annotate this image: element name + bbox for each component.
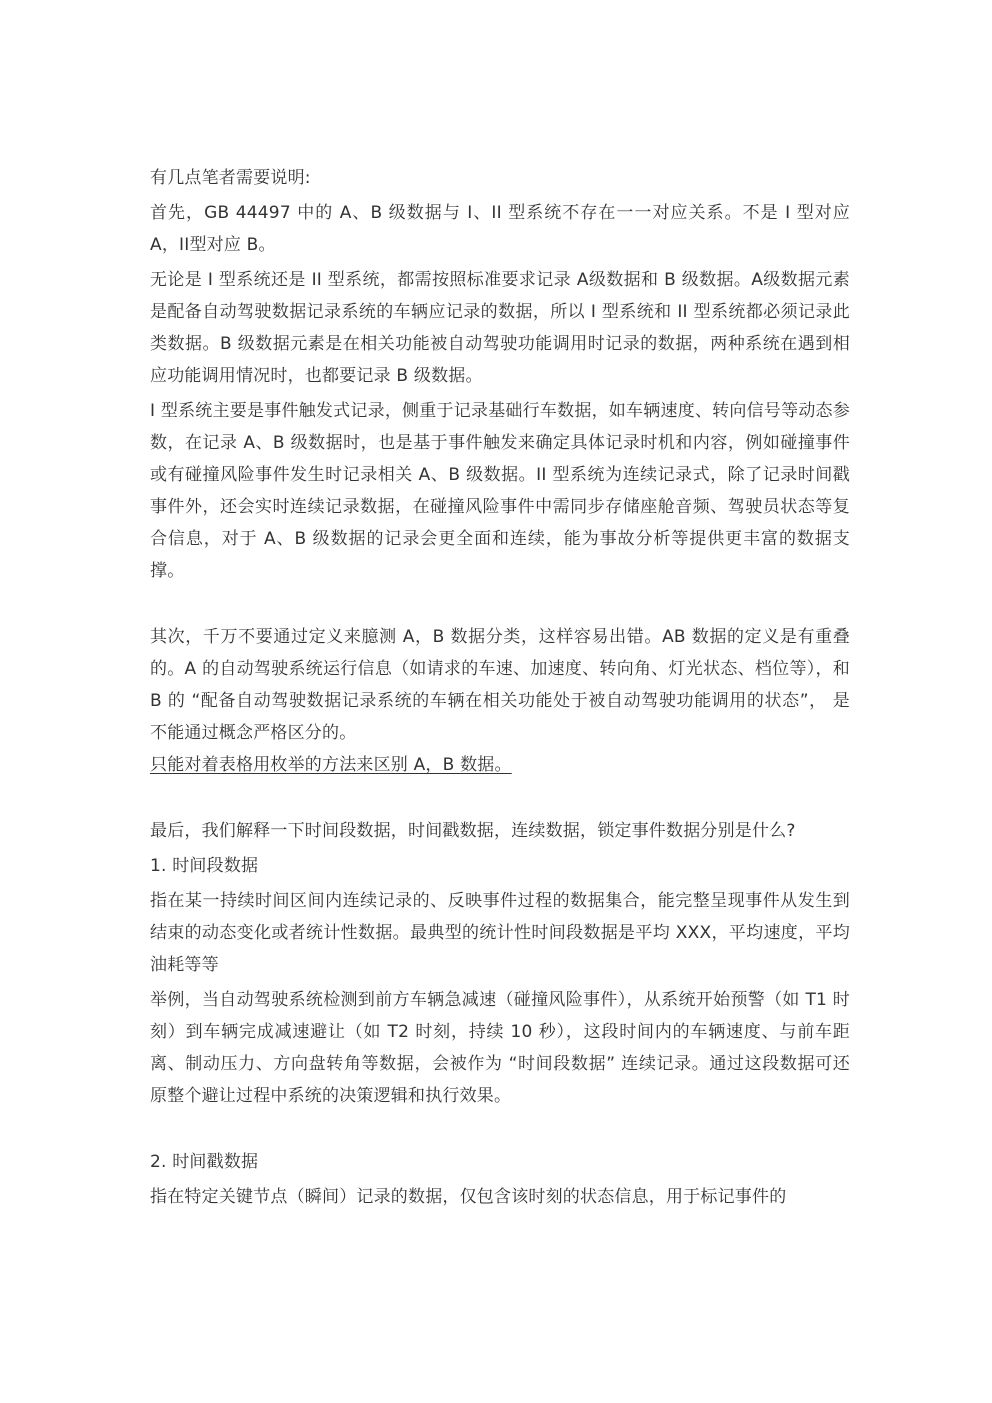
paragraph-enumeration-note: 只能对着表格用枚举的方法来区别 A，B 数据。 (150, 755, 512, 775)
paragraph-record-levels: 无论是 I 型系统还是 II 型系统，都需按照标准要求记录 A级数据和 B 级数据。A级数据元素是配备自动驾驶数据记录系统的车辆应记录的数据，所以 I 型系统和 II 型系统都必须记录此类数据。B 级数据元素是在相关功能被自动驾驶功能调用时记录的数据，两种系统在遇到相应功能调用情况时，也都要记录 B 级数据。 (150, 270, 850, 386)
paragraph-time-period-definition: 指在某一持续时间区间内连续记录的、反映事件过程的数据集合，能完整呈现事件从发生到结束的动态变化或者统计性数据。最典型的统计性时间段数据是平均 XXX，平均速度，平均油耗等等 (150, 891, 850, 975)
document-body (150, 162, 850, 1213)
paragraph-final-point: 最后，我们解释一下时间段数据，时间戳数据，连续数据，锁定事件数据分别是什么? (150, 821, 796, 841)
paragraph-second-point: 其次，千万不要通过定义来臆测 A，B 数据分类，这样容易出错。AB 数据的定义是有重叠的。A 的自动驾驶系统运行信息（如请求的车速、加速度、转向角、灯光状态、档位等），和 B 的 “配备自动驾驶数据记录系统的车辆在相关功能处于被自动驾驶功能调用的状态”， 是不能通过概念严格区分的。 (150, 627, 850, 743)
intro-heading: 有几点笔者需要说明: (150, 168, 311, 188)
paragraph-timestamp-definition: 指在特定关键节点（瞬间）记录的数据，仅包含该时刻的状态信息，用于标记事件的 (150, 1187, 787, 1207)
paragraph-system-types: I 型系统主要是事件触发式记录，侧重于记录基础行车数据，如车辆速度、转向信号等动态参数，在记录 A、B 级数据时，也是基于事件触发来确定具体记录时机和内容，例如碰撞事件或有碰撞风险事件发生时记录相关 A、B 级数据。II 型系统为连续记录式，除了记录时间戳事件外，还会实时连续记录数据，在碰撞风险事件中需同步存储座舱音频、驾驶员状态等复合信息，对于 A、B 级数据的记录会更全面和连续，能为事故分析等提供更丰富的数据支撑。 (150, 401, 850, 581)
paragraph-time-period-example: 举例，当自动驾驶系统检测到前方车辆急减速（碰撞风险事件），从系统开始预警（如 T1 时刻）到车辆完成减速避让（如 T2 时刻，持续 10 秒），这段时间内的车辆速度、与前车距离、制动压力、方向盘转角等数据，会被作为 “时间段数据” 连续记录。通过这段数据可还原整个避让过程中系统的决策逻辑和执行效果。 (150, 990, 850, 1106)
section-heading-timestamp: 2. 时间戳数据 (150, 1152, 259, 1172)
paragraph-first-point: 首先，GB 44497 中的 A、B 级数据与 I、II 型系统不存在一一对应关系。不是 I 型对应 A，II型对应 B。 (150, 203, 850, 255)
section-heading-time-period: 1. 时间段数据 (150, 856, 259, 876)
